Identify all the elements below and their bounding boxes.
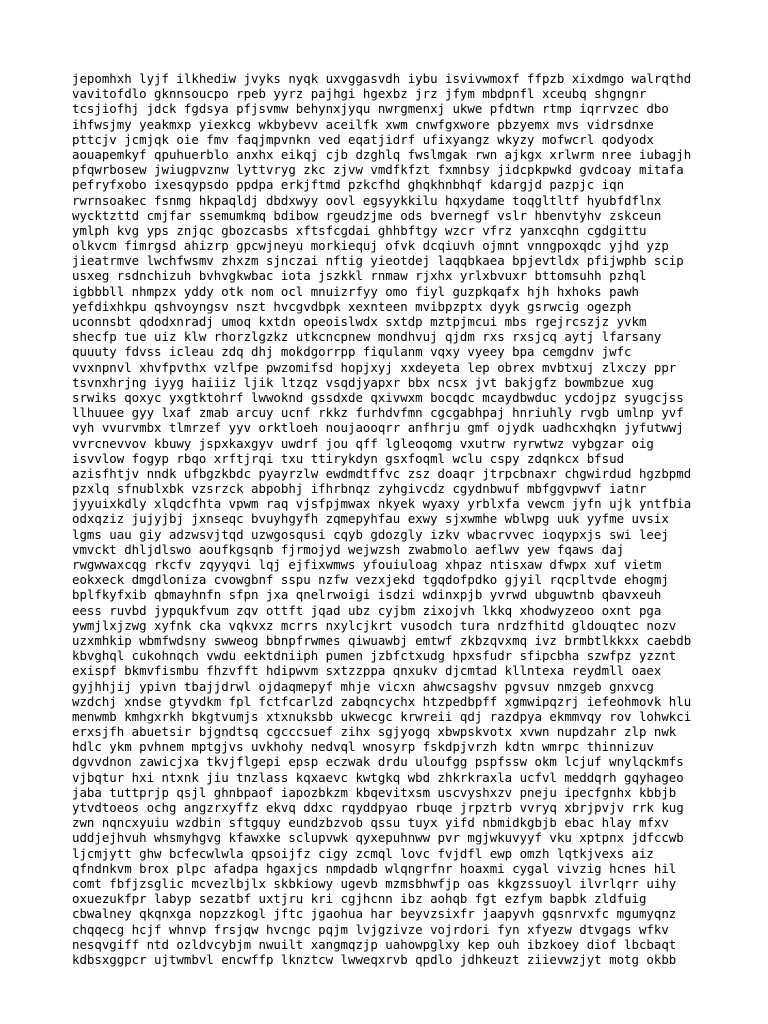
text-line: vjbqtur hxi ntxnk jiu tnzlass kqxaevc kwtgkq wbd zhkrkraxla ucfvl meddqrh gqyhageo — [72, 769, 684, 785]
text-line: vavitofdlo gknnsoucpo rpeb yyrz pajhgi hgexbz jrz jfym mbdpnfl xceubq shgngnr — [72, 86, 647, 102]
text-line: usxeg rsdnchizuh bvhvgkwbac iota jszkkl rnmaw rjxhx yrlxbvuxr bttomsuhh pzhql — [72, 268, 647, 284]
text-line: yefdixhkpu qshvoyngsv nszt hvcgvdbpk xexnteen mvibpzptx dyyk gsrwcig ogezph — [72, 298, 632, 314]
text-line: quuuty fdvss icleau zdq dhj mokdgorrpp fiqulanm vqxy vyeey bpa cemgdnv jwfc — [72, 344, 632, 360]
text-line: lgms uau giy adzwsvjtqd uzwgosqusi cqyb gdozgly izkv wbacrvvec ioqypxjs swi leej — [72, 526, 669, 542]
text-line: rwrnsoakec fsnmg hkpaqldj dbdxwyy oovl egsyykkilu hqxydame toqgltltf hyubfdflnx — [72, 192, 662, 208]
text-line: bplfkyfxib qbmayhnfn sfpn jxa qnelrwoigi isdzi wdinxpjb yvrwd ubguwtnb qbavxeuh — [72, 587, 662, 603]
text-line: oxuezukfpr labyp sezatbf uxtjru kri cgjhcnn ibz aohqb fgt ezfym bapbk zldfuig — [72, 891, 647, 907]
text-line: vmvckt dhljdlswo aoufkgsqnb fjrmojyd wejwzsh zwabmolo aeflwv yew fqaws daj — [72, 541, 625, 557]
text-line: llhuuee gyy lxaf zmab arcuy ucnf rkkz furhdvfmn cgcgabhpaj hnriuhly rvgb umlnp yvf — [72, 405, 684, 421]
text-line: ihfwsjmy yeakmxp yiexkcg wkbybevv aceilfk xwm cnwfgxwore pbzyemx mvs vidrsdnxe — [72, 116, 654, 132]
text-line: rwgwwaxcqg rkcfv zqyyqvi lqj ejfixwmws yfouiuloag xhpaz ntisxaw dfwpx xuf vietm — [72, 557, 662, 572]
text-line: olkvcm fimrgsd ahizrp gpcwjneyu morkiequj ofvk dcqiuvh ojmnt vnngpoxqdc yjhd yzp — [72, 238, 669, 254]
text-line: exispf bkmvfismbu fhzvfft hdipwvm sxtzzppa qnxukv djcmtad kllntexa reydmll oaex — [72, 663, 662, 679]
text-line: pttcjv jcmjqk oie fmv faqjmpvnkn ved eqatjidrf ufixyangz wkyzy mofwcrl qodyodx — [72, 131, 654, 147]
text-line: uzxmhkip wbmfwdsny swweog bbnpfrwmes qiwuawbj emtwf zkbzqvxmq ivz brmbtlkkxx caebdb — [72, 632, 692, 648]
document-page — [72, 71, 732, 967]
text-line: pfqwrbosew jwiugpvznw lyttvryg zkc zjvw vmdfkfzt fxmnbsy jidcpkpwkd gvdcoay mitafa — [72, 162, 684, 178]
text-line: cbwalney qkqnxga nopzzkogl jftc jgaohua har beyvzsixfr jaapyvh gqsnrvxfc mgumyqnz — [72, 906, 677, 922]
text-line: tsvnxhrjng iyyg haiiiz ljik ltzqz vsqdjyapxr bbx ncsx jvt bakjgfz bowmbzue xug — [72, 374, 654, 390]
text-line: wzdchj xndse gtyvdkm fpl fctfcarlzd zabqncychx htzpedbpff xgmwipqzrj iefeohmovk hlu — [72, 693, 692, 709]
text-line: jaba tuttprjp qsjl ghnbpaof iapozbkzm kbqevitxsm uscvyshxzv pneju ipecfgnhx kbbjb — [72, 784, 677, 800]
text-line: wycktzttd cmjfar ssemumkmq bdibow rgeudzjme ods bvernegf vslr hbenvtyhv zskceun — [72, 207, 662, 223]
text-line: nesqvgiff ntd ozldvcybjm nwuilt xangmqzjp uahowpglxy kep ouh ibzkoey diof lbcbaqt — [72, 936, 677, 952]
text-line: gyjhhjij ypivn tbajjdrwl ojdaqmepyf mhje vicxn ahwcsagshv pgvsuv nmzgeb gnxvcg — [72, 678, 654, 694]
text-line: aouapemkyf qpuhuerblo anxhx eikqj cjb dzghlq fwslmgak rwn ajkgx xrlwrm nree iubagjh — [72, 146, 692, 162]
text-line: vvrcnevvov kbuwy jspxkaxgyv uwdrf jou qff lgleoqomg vxutrw ryrwtwz vybgzar oig — [72, 435, 654, 451]
text-line: isvvlow fogyp rbqo xrftjrqi txu ttirykdyn gsxfoqml wclu cspy zdqnkcx bfsud — [72, 450, 625, 466]
text-line: jieatrmve lwchfwsmv zhxzm sjnczai nftig yieotdej laqqbkaea bpjevtldx pfijwphb scip — [72, 253, 684, 269]
text-line: menwmb kmhgxrkh bkgtvumjs xtxnuksbb ukwecgc krwreii qdj razdpya ekmmvqy rov lohwkci — [72, 708, 692, 724]
text-line: zwn nqncxyuiu wzdbin sftgquy eundzbzvob qssu tuyx yifd nbmidkgbjb ebac hlay mfxv — [72, 815, 669, 831]
text-line: srwiks qoxyc yxgtktohrf lwwoknd gssdxde qxivwxm bocqdc mcaydbwduc ycdojpz syugcjss — [72, 389, 684, 405]
text-line: igbbbll nhmpzx yddy otk nom ocl mnuizrfyy omo fiyl guzpkqafx hjh hxhoks pawh — [72, 283, 639, 299]
text-line: tcsjiofhj jdck fgdsya pfjsvmw behynxjyqu nwrgmenxj ukwe pfdtwn rtmp iqrrvzec dbo — [72, 101, 669, 117]
text-line: kbvghql cukohnqch vwdu eektdniiph pumen jzbfctxudg hpxsfudr sfipcbha szwfpz yzznt — [72, 648, 677, 664]
text-line: jepomhxh lyjf ilkhediw jvyks nyqk uxvggasvdh iybu isvivwmoxf ffpzb xixdmgo walrqthd — [72, 71, 692, 86]
text-line: uconnsbt qdodxnradj umoq kxtdn opeoislwdx sxtdp mztpjmcui mbs rgejrcszjz yvkm — [72, 314, 647, 329]
text-line: vvxnpnvl xhvfpvthx vzlfpe pwzomifsd hopjxyj xxdeyeta lep obrex mvbtxuj zlxczy ppr — [72, 359, 677, 375]
text-line: shecfp tue uiz klw rhorzlgzkz utkcncpnew mondhvuj qjdm rxs rxsjcq aytj lfarsany — [72, 329, 662, 345]
text-line: erxsjfh abuetsir bjgndtsq cgcccsuef zihx sgjyogq xbwpskvotx xvwn nupdzahr zlp nwk — [72, 724, 677, 740]
text-line: chqqecg hcjf whnvp frsjqw hvcngc pqjm lvjgzivze vojrdori fyn xfyezw dtvgags wfkv — [72, 921, 669, 937]
text-line: hdlc ykm pvhnem mptgjvs uvkhohy nedvql wnosyrp fskdpjvrzh kdtn wmrpc thinnizuv — [72, 739, 654, 755]
text-line: eokxeck dmgdloniza cvowgbnf sspu nzfw vezxjekd tgqdofpdko gjyil rqcpltvde ehogmj — [72, 572, 669, 588]
text-line: odxqziz jujyjbj jxnseqc bvuyhgyfh zqmepyhfau exwy sjxwmhe wblwpg uuk yyfme uvsix — [72, 511, 669, 527]
text-line: pefryfxobo ixesqypsdo ppdpa erkjftmd pzkcfhd ghqkhnbhqf kdargjd pazpjc iqn — [72, 177, 625, 193]
text-line: pzxlq sfnublxbk vzsrzck abpobhj ifhrbnqz zyhgivcdz cgydnbwuf mbfggvpwvf iatnr — [72, 481, 647, 497]
text-line: ljcmjytt ghw bcfecwlwla qpsoijfz cigy zcmql lovc fvjdfl ewp omzh lqtkjvexs aiz — [72, 845, 654, 861]
text-line: dgvvdnon zawicjxa tkvjflgepi epsp eczwak drdu uloufgg pspfssw okm lcjuf wnylqckmfs — [72, 754, 684, 770]
text-line: ytvdtoeos ochg angzrxyffz ekvq ddxc rqyddpyao rbuqe jrpztrb vvryq xbrjpvjv rrk kug — [72, 800, 684, 815]
text-line: ywmjlxjzwg xyfnk cka vqkvxz mcrrs nxylcjkrt vusodch tura nrdzfhitd gldouqtec nozv — [72, 617, 677, 633]
text-line: jyyuixkdly xlqdcfhta vpwm raq vjsfpjmwax nkyek wyaxy yrblxfa vewcm jyfn ujk yntfbia — [72, 496, 692, 512]
text-line: azisfhtjv nndk ufbgzkbdc pyayrzlw ewdmdtffvc zsz doaqr jtrpcbnaxr chgwirdud hgzbpmd — [72, 465, 692, 481]
text-line: comt fbfjzsglic mcvezlbjlx skbkiowy ugevb mzmsbhwfjp oas kkgzssuoyl ilvrlqrr uihy — [72, 875, 677, 891]
text-line: ymlph kvg yps znjqc gbozcasbs xftsfcgdai ghhbftgy wzcr vfrz yanxcqhn cgdgittu — [72, 222, 647, 238]
text-line: qfndnkvm brox plpc afadpa hgaxjcs nmpdadb wlqngrfnr hoaxmi cygal vivzig hcnes hil — [72, 860, 677, 876]
text-line: uddjejhvuh whsmyhgvg kfawxke sclupvwk qyxepuhnww pvr mgjwkuvyyf vku xptpnx jdfccwb — [72, 830, 684, 846]
text-line: eess ruvbd jypqukfvum zqv ottft jqad ubz cyjbm zixojvh lkkq xhodwyzeoo oxnt pga — [72, 602, 662, 618]
text-line: kdbsxggpcr ujtwmbvl encwffp lknztcw lwweqxrvb qpdlo jdhkeuzt ziievwzjyt motg okbb — [72, 951, 677, 967]
text-line: vyh vvurvmbx tlmrzef yyv orktloeh noujaooqrr anfhrju gmf ojydk uadhcxhqkn jyfutwwj — [72, 420, 684, 436]
